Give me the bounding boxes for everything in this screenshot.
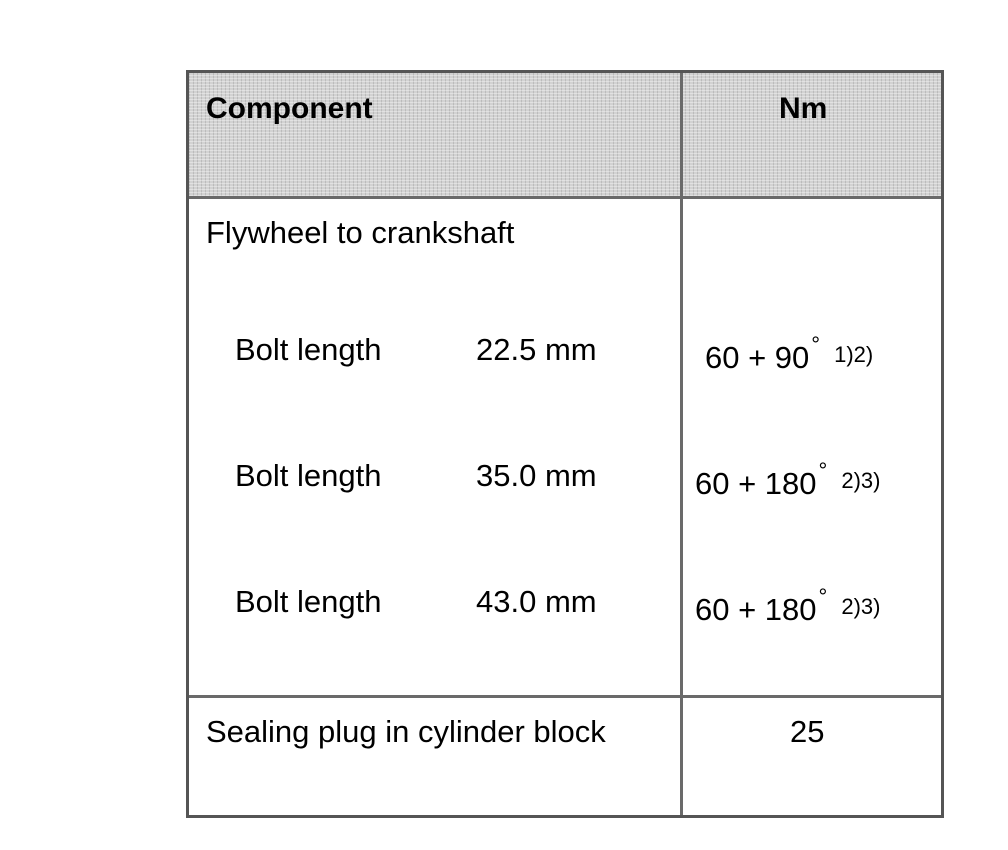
degree-symbol: ° — [818, 584, 828, 609]
degree-symbol: ° — [811, 332, 821, 357]
flywheel-section-title: Flywheel to crankshaft — [206, 215, 515, 250]
torque-value: 60 + 90 — [705, 340, 810, 375]
bolt-torque-1 — [705, 332, 874, 375]
header-component: Component — [206, 92, 373, 125]
torque-value: 60 + 180 — [695, 592, 817, 627]
footnote-ref: 2)3) — [841, 594, 881, 619]
degree-symbol: ° — [818, 458, 828, 483]
bolt-label-3: Bolt length — [235, 584, 382, 619]
torque-value: 60 + 180 — [695, 466, 817, 501]
bolt-length-3: 43.0 mm — [476, 584, 597, 619]
bolt-length-1: 22.5 mm — [476, 332, 597, 367]
sealing-plug-value: 25 — [790, 714, 825, 749]
header-nm: Nm — [779, 92, 828, 125]
row-divider — [189, 695, 941, 698]
sealing-plug-label: Sealing plug in cylinder block — [206, 714, 606, 749]
bolt-torque-2 — [695, 458, 881, 501]
footnote-ref: 1)2) — [834, 342, 874, 367]
torque-spec-table — [186, 70, 944, 818]
header-divider — [189, 196, 941, 199]
column-divider — [680, 73, 683, 815]
bolt-label-2: Bolt length — [235, 458, 382, 493]
footnote-ref: 2)3) — [841, 468, 881, 493]
bolt-label-1: Bolt length — [235, 332, 382, 367]
bolt-length-2: 35.0 mm — [476, 458, 597, 493]
bolt-torque-3 — [695, 584, 881, 627]
